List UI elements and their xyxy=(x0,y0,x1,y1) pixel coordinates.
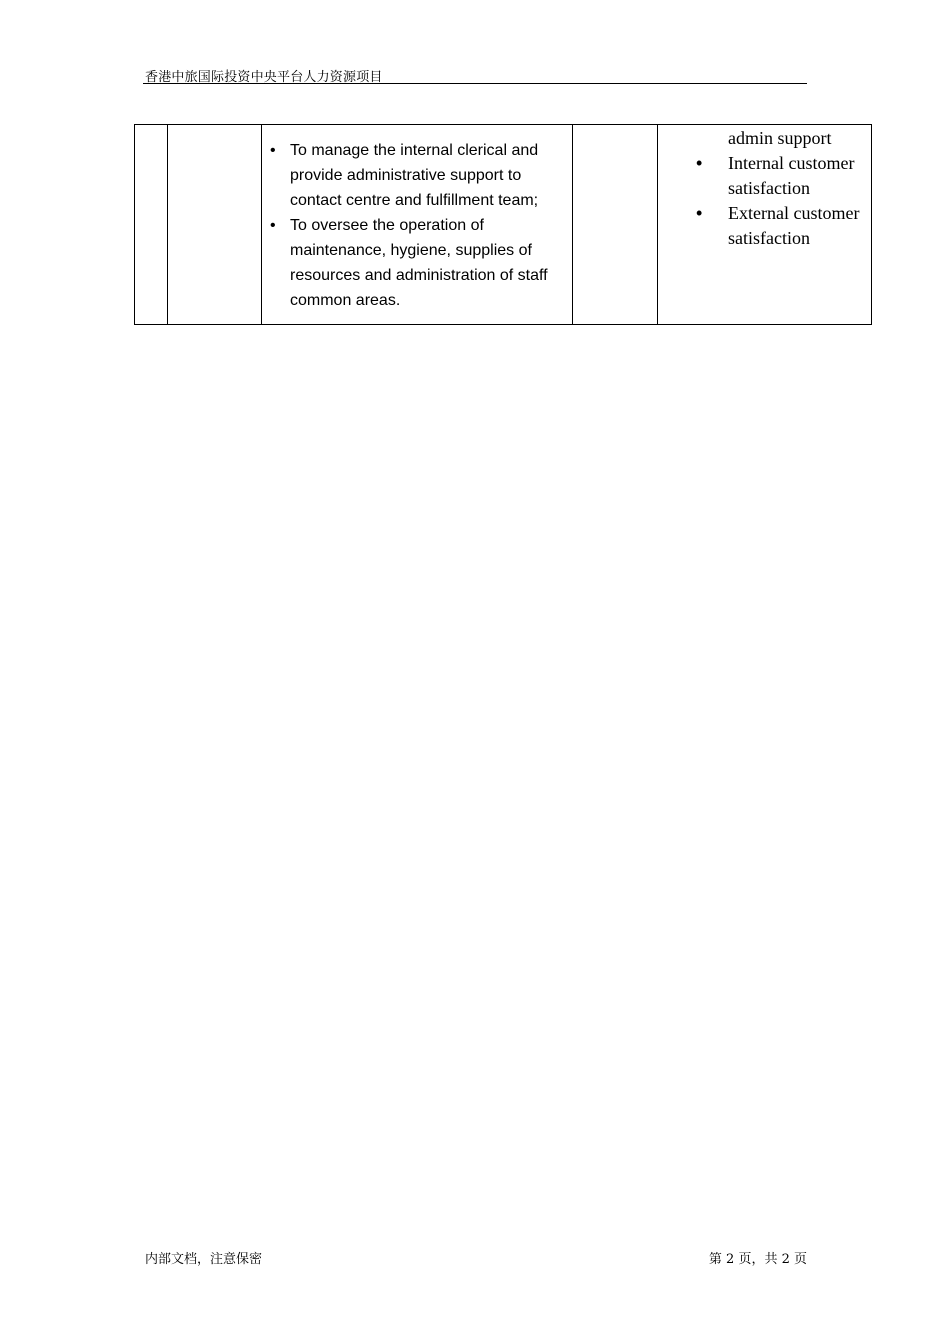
list-item xyxy=(270,213,566,313)
bullet-icon: • xyxy=(270,217,276,234)
list-item xyxy=(696,201,866,251)
table-cell-kpi xyxy=(657,124,872,325)
job-description-table xyxy=(134,124,871,325)
table-cell-weight xyxy=(572,124,657,325)
table-cell-category xyxy=(167,124,261,325)
footer-confidential-note: 内部文档，注意保密 xyxy=(145,1252,263,1267)
list-item xyxy=(270,138,566,213)
bullet-icon: • xyxy=(696,153,703,173)
header-divider xyxy=(143,83,807,84)
table-cell-index xyxy=(134,124,167,325)
bullet-icon: • xyxy=(270,142,276,159)
responsibilities-list xyxy=(270,138,566,313)
kpi-list xyxy=(696,126,866,251)
kpi-text: Internal customer satisfaction xyxy=(728,153,855,198)
page-header-title: 香港中旅国际投资中央平台人力资源项目 xyxy=(145,70,383,85)
responsibility-text: To manage the internal clerical and provide administrative support to contact centre and fulfillment team; xyxy=(290,142,539,209)
kpi-continued-text: admin support xyxy=(728,128,832,148)
list-item xyxy=(696,151,866,201)
responsibility-text: To oversee the operation of maintenance, hygiene, supplies of resources and administration of staff common areas. xyxy=(290,217,548,309)
kpi-text: External customer satisfaction xyxy=(728,203,860,248)
table-cell-responsibilities xyxy=(261,124,572,325)
bullet-icon: • xyxy=(696,203,703,223)
footer-page-number: 第 2 页，共 2 页 xyxy=(708,1252,807,1267)
